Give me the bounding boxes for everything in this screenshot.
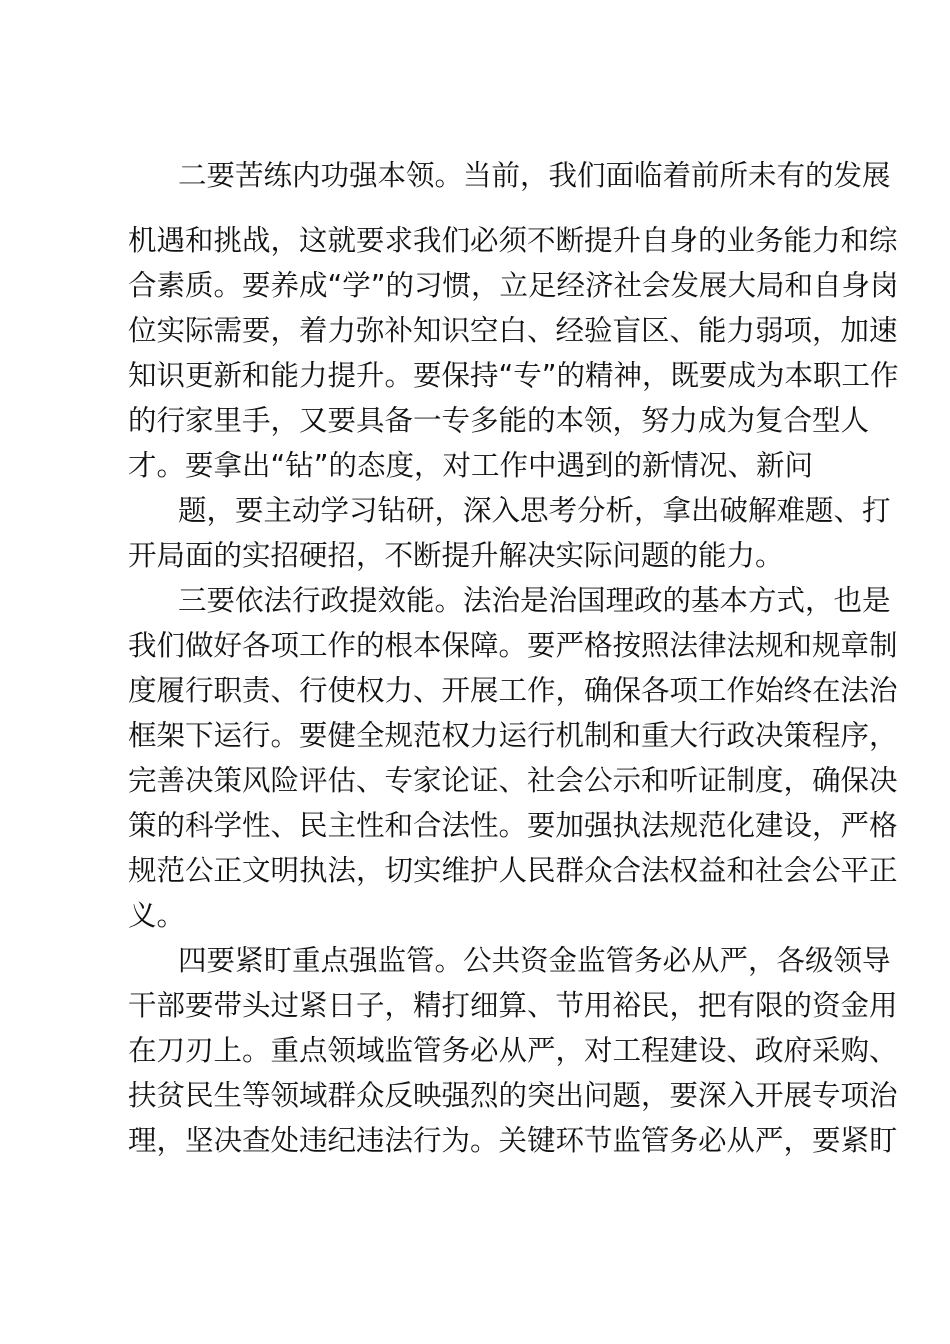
text-line: 策的科学性、民主性和合法性。要加强执法规范化建设，严格 [128, 809, 898, 842]
text-line: 的行家里手，又要具备一专多能的本领，努力成为复合型人 [128, 404, 870, 437]
text-line: 框架下运行。要健全规范权力运行机制和重大行政决策程序， [128, 719, 898, 752]
text-line: 规范公正文明执法，切实维护人民群众合法权益和社会公平正 [128, 854, 898, 887]
text-line: 扶贫民生等领域群众反映强烈的突出问题，要深入开展专项治 [128, 1079, 898, 1112]
text-line: 完善决策风险评估、专家论证、社会公示和听证制度，确保决 [128, 764, 898, 797]
text-line: 三要依法行政提效能。法治是治国理政的基本方式，也是 [178, 584, 891, 617]
text-line: 合素质。要养成“学”的习惯，立足经济社会发展大局和自身岗 [128, 269, 899, 302]
text-line: 度履行职责、行使权力、开展工作，确保各项工作始终在法治 [128, 674, 898, 707]
text-line: 知识更新和能力提升。要保持“专”的精神，既要成为本职工作 [128, 359, 899, 392]
text-line: 四要紧盯重点强监管。公共资金监管务必从严，各级领导 [178, 944, 891, 977]
text-line: 干部要带头过紧日子，精打细算、节用裕民，把有限的资金用 [128, 989, 898, 1022]
text-line: 题，要主动学习钻研，深入思考分析，拿出破解难题、打 [178, 494, 891, 527]
text-line: 机遇和挑战，这就要求我们必须不断提升自身的业务能力和综 [128, 224, 898, 257]
text-line: 二要苦练内功强本领。当前，我们面临着前所未有的发展 [178, 159, 891, 192]
text-line: 才。要拿出“钻”的态度，对工作中遇到的新情况、新问 [128, 449, 814, 482]
text-line: 义。 [128, 899, 186, 932]
text-line: 我们做好各项工作的根本保障。要严格按照法律法规和规章制 [128, 629, 898, 662]
text-line: 开局面的实招硬招，不断提升解决实际问题的能力。 [128, 539, 784, 572]
text-line: 位实际需要，着力弥补知识空白、经验盲区、能力弱项，加速 [128, 314, 898, 347]
text-line: 理，坚决查处违纪违法行为。关键环节监管务必从严，要紧盯 [128, 1124, 898, 1157]
text-line: 在刀刃上。重点领域监管务必从严，对工程建设、政府采购、 [128, 1034, 898, 1067]
